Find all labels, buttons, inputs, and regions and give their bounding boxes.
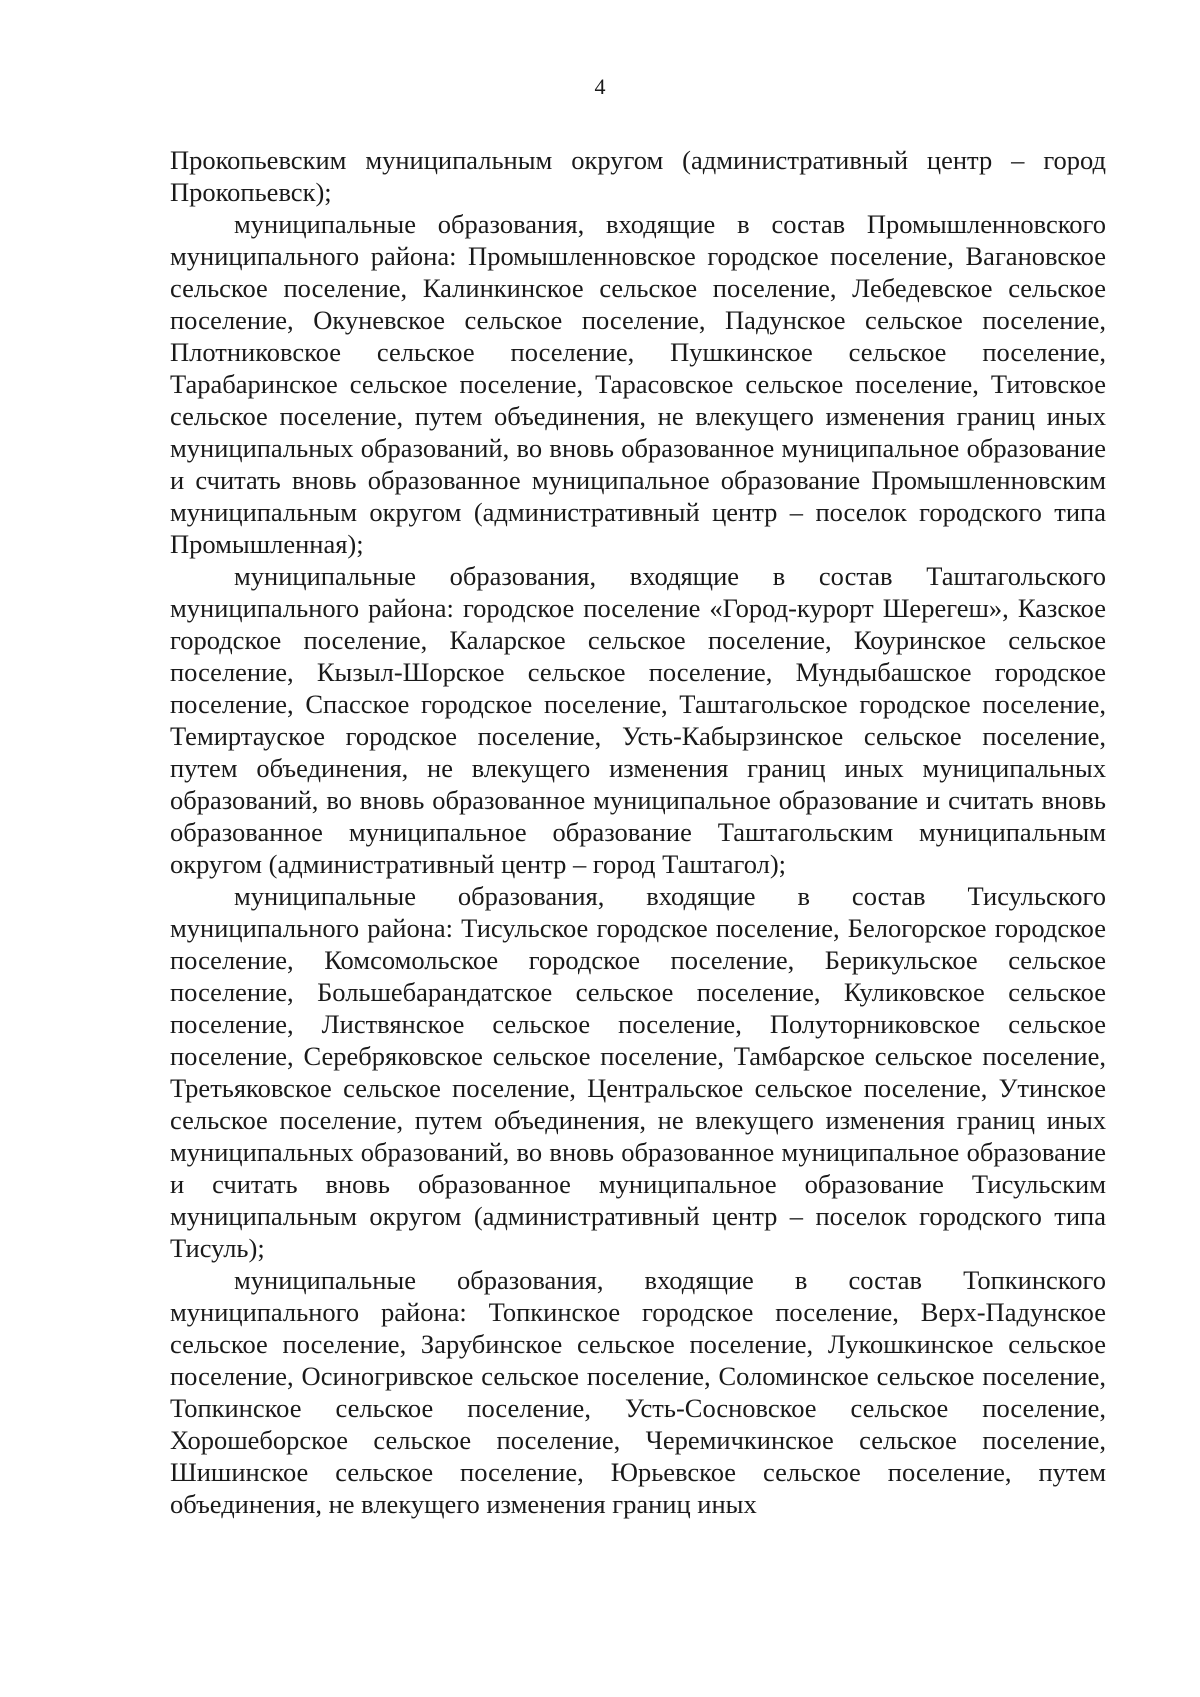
paragraph-tisulsky: муниципальные образования, входящие в состав Тисульского муниципального района: Тисульское городское поселение, Белогорское городское поселение, Комсомольское городское поселение, Берикульское сельское поселение, Большебарандатское сельское поселение, Куликовское сельское поселение, Листвянское сельское поселение, Полуторниковское сельское поселение, Серебряковское сельское поселение, Тамбарское сельское поселение, Третьяковское сельское поселение, Центральское сельское поселение, Утинское сельское поселение, путем объединения, не влекущего изменения границ иных муниципальных образований, во вновь образованное муниципальное образование и считать вновь образованное муниципальное образование Тисульским муниципальным округом (административный центр – поселок городского типа Тисуль); — [170, 881, 1106, 1263]
document-body — [170, 144, 1106, 1520]
paragraph-prokopyevsk-end: Прокопьевским муниципальным округом (административный центр – город Прокопьевск); — [170, 145, 1106, 207]
paragraph-tashtagolsky: муниципальные образования, входящие в состав Таштагольского муниципального района: городское поселение «Город-курорт Шерегеш», Казское городское поселение, Каларское сельское поселение, Коуринское сельское поселение, Кызыл-Шорское сельское поселение, Мундыбашское городское поселение, Спасское городское поселение, Таштагольское городское поселение, Темиртауское городское поселение, Усть-Кабырзинское сельское поселение, путем объединения, не влекущего изменения границ иных муниципальных образований, во вновь образованное муниципальное образование и считать вновь образованное муниципальное образование Таштагольским муниципальным округом (административный центр – город Таштагол); — [170, 561, 1106, 879]
page-number: 4 — [594, 74, 606, 99]
paragraph-topkinsky: муниципальные образования, входящие в состав Топкинского муниципального района: Топкинское городское поселение, Верх-Падунское сельское поселение, Зарубинское сельское поселение, Лукошкинское сельское поселение, Осиногривское сельское поселение, Соломинское сельское поселение, Топкинское сельское поселение, Усть-Сосновское сельское поселение, Хорошеборское сельское поселение, Черемичкинское сельское поселение, Шишинское сельское поселение, Юрьевское сельское поселение, путем объединения, не влекущего изменения границ иных — [170, 1265, 1106, 1519]
paragraph-promyshlennovsky: муниципальные образования, входящие в состав Промышленновского муниципального района: Промышленновское городское поселение, Вагановское сельское поселение, Калинкинское сельское поселение, Лебедевское сельское поселение, Окуневское сельское поселение, Падунское сельское поселение, Плотниковское сельское поселение, Пушкинское сельское поселение, Тарабаринское сельское поселение, Тарасовское сельское поселение, Титовское сельское поселение, путем объединения, не влекущего изменения границ иных муниципальных образований, во вновь образованное муниципальное образование и считать вновь образованное муниципальное образование Промышленновским муниципальным округом (административный центр – поселок городского типа Промышленная); — [170, 209, 1106, 559]
